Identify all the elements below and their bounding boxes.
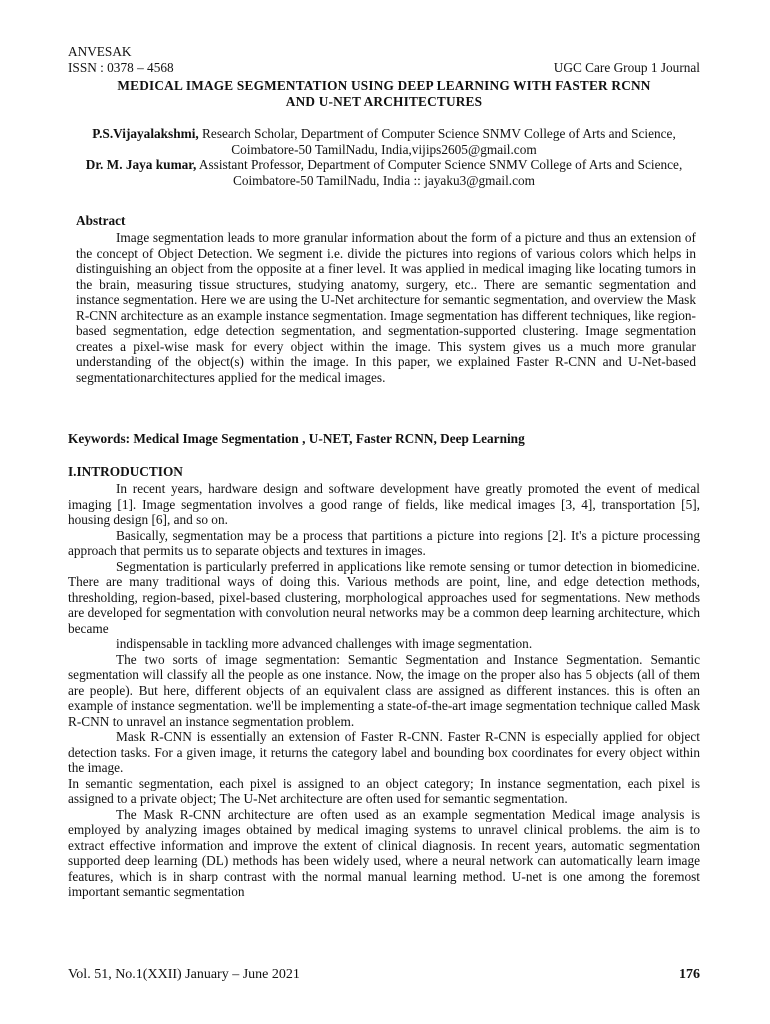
intro-paragraph-1: In recent years, hardware design and software development have greatly promoted the event of medical imaging [1]. Image segmentation involves a good range of fields, like medical images [3, 4], transportation [5], housing design [6], and so on. [68, 481, 700, 527]
journal-name: ANVESAK [68, 44, 132, 59]
author-2-affiliation: Assistant Professor, Department of Computer Science SNMV College of Arts and Science, Coimbatore-50 TamilNadu, India :: jayaku3@gmail.com [196, 157, 683, 188]
title-line-1: MEDICAL IMAGE SEGMENTATION USING DEEP LEARNING WITH FASTER RCNN [117, 78, 651, 93]
keywords: Keywords: Medical Image Segmentation , U-NET, Faster RCNN, Deep Learning [68, 431, 525, 446]
author-2-name: Dr. M. Jaya kumar, [85, 157, 197, 172]
journal-header [68, 44, 700, 75]
intro-paragraph-4: indispensable in tackling more advanced challenges with image segmentation. [116, 636, 533, 651]
introduction-heading: I.INTRODUCTION [68, 464, 183, 479]
intro-paragraph-6: Mask R-CNN is essentially an extension of Faster R-CNN. Faster R-CNN is especially applied for object detection tasks. For a given image, it returns the category label and bounding box coordinates for every object within the image. [68, 729, 700, 775]
introduction-body [68, 481, 700, 900]
paper-title [68, 78, 700, 109]
abstract-text: Image segmentation leads to more granular information about the form of a picture and thus an extension of the concept of Object Detection. We segment i.e. divide the pictures into regions of various colors which helps in distinguishing an object from the opposite at a finer level. It was applied in medical imaging like locating tumors in the brain, measuring tissue structures, studying anatomy, surgery, etc.. There are semantic segmentation and instance segmentation. Here we are using the U-Net architecture for semantic segmentation, and overview the Mask R-CNN architecture as an example instance segmentation. Image segmentation has different techniques, like region-based segmentation, edge detection segmentation, and segmentation-supported clustering. Image segmentation creates a pixel-wise mask for every object within the image. This system gives us a much more granular understanding of the object(s) within the image. In this paper, we explained Faster R-CNN and U-Net-based segmentationarchitectures applied for the medical images. [76, 230, 696, 385]
intro-paragraph-5: The two sorts of image segmentation: Semantic Segmentation and Instance Segmentation. Semantic segmentation will classify all the people as one instance. Now, the image on the proper also has 5 objects (all of them are people). But here, different objects of an equivalent class are assigned as different instances. this is often an example of instance segmentation. we'll be implementing a state-of-the-art image segmentation technique called Mask R-CNN to unravel an instance segmentation problem. [68, 651, 700, 729]
title-line-2: AND U-NET ARCHITECTURES [285, 93, 483, 109]
journal-issn: ISSN : 0378 – 4568 [68, 59, 174, 75]
author-1-name: P.S.Vijayalakshmi, [92, 126, 199, 141]
page-number: 176 [679, 967, 700, 982]
intro-paragraph-7: In semantic segmentation, each pixel is assigned to an object category; In instance segmentation, each pixel is assigned to a private object; The U-Net architecture are often used for semantic segmentation. [68, 775, 700, 806]
author-2 [68, 157, 700, 188]
intro-paragraph-3: Segmentation is particularly preferred in applications like remote sensing or tumor detection in biomedicine. There are many traditional ways of doing this. Various methods are point, line, and edge detection methods, thresholding, region-based, pixel-based clustering, morphological approaches used for segmentations. New methods are developed for segmentation with convolution neural networks may be a common deep learning architecture, which became [68, 558, 700, 636]
intro-paragraph-8: The Mask R-CNN architecture are often used as an example segmentation Medical image analysis is employed by analyzing images obtained by medical imaging systems to unravel clinical problems. the aim is to extract effective information and improve the extent of clinical diagnosis. In recent years, automatic segmentation supported deep learning (DL) methods has been widely used, where a neural network can automatically learn image features, which is in sharp contrast with the normal manual learning method. U-net is one among the foremost important semantic segmentation [68, 806, 700, 899]
journal-group: UGC Care Group 1 Journal [553, 59, 700, 75]
abstract-heading: Abstract [76, 213, 126, 228]
page-footer [68, 967, 700, 983]
intro-paragraph-2: Basically, segmentation may be a process that partitions a picture into regions [2]. It's a picture processing approach that permits us to separate objects and textures in images. [68, 527, 700, 558]
author-1-affiliation: Research Scholar, Department of Computer Science SNMV College of Arts and Science, Coimbatore-50 TamilNadu, India,vijips2605@gmail.com [198, 126, 676, 157]
footer-volume: Vol. 51, No.1(XXII) January – June 2021 [68, 967, 300, 982]
author-list [68, 126, 700, 188]
author-1 [68, 126, 700, 157]
